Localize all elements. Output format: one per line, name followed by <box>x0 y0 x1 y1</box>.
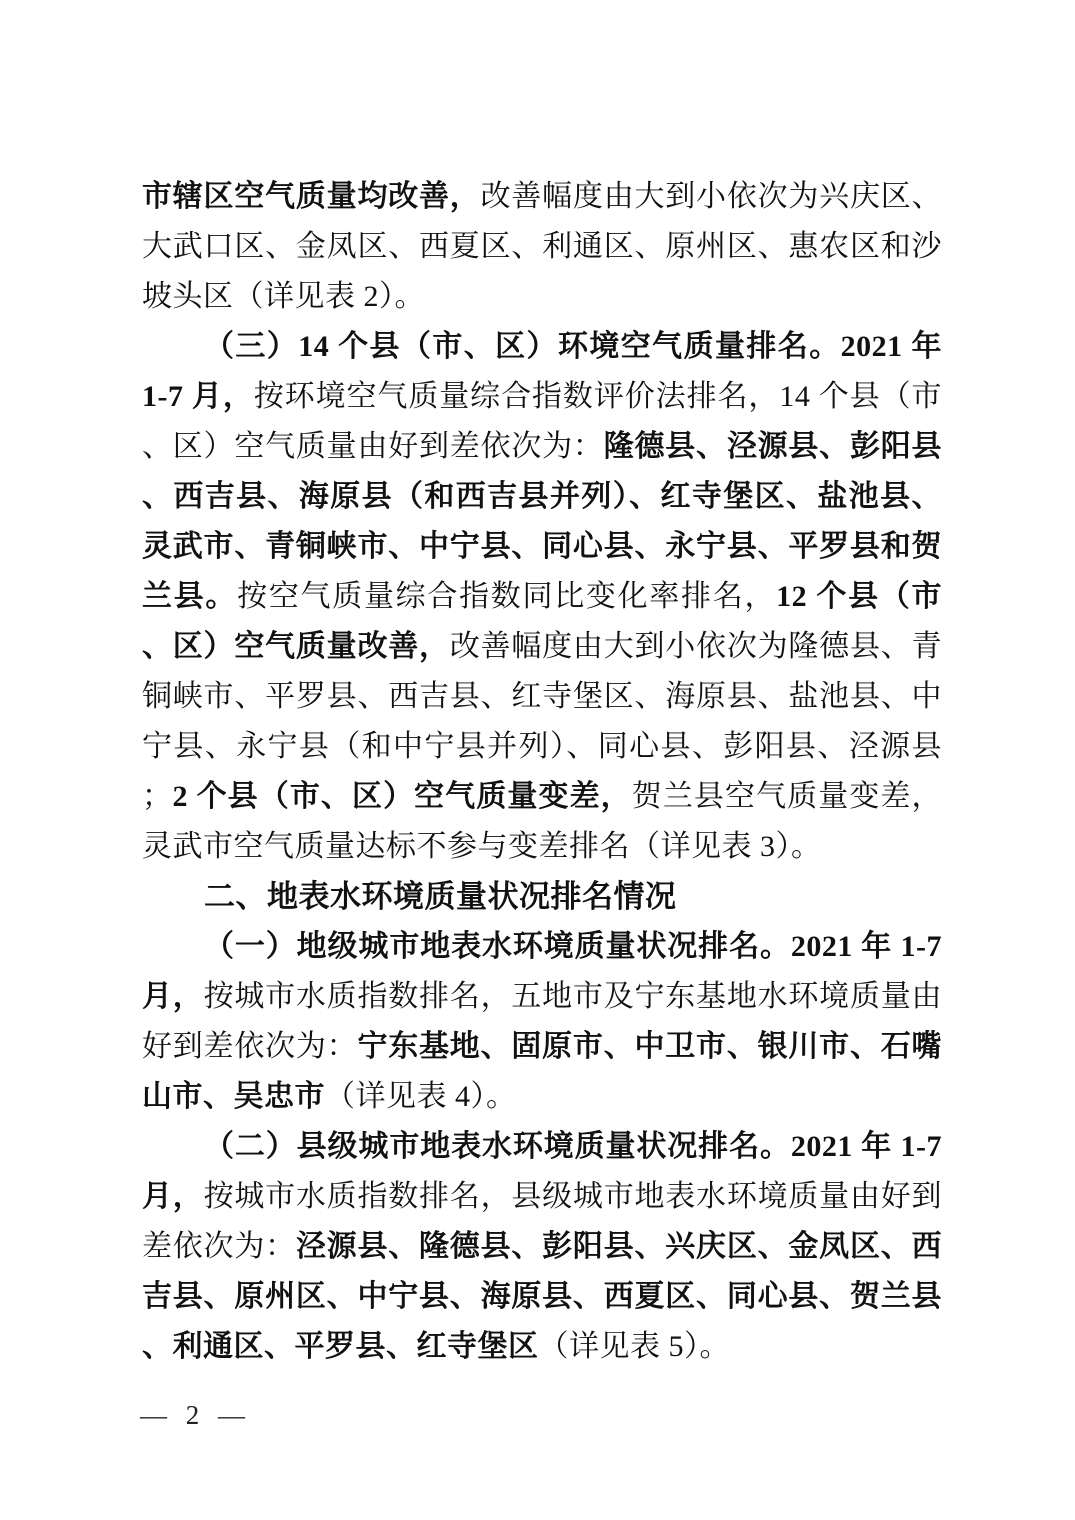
text-run: （二）县级城市地表水环境质量状况排名。2021 年 1-7 月， <box>142 1130 942 1213</box>
para-county-air-quality-ranking <box>142 322 942 872</box>
text-run: 按环境空气质量综合指数评价法排名，14 个县（市、区）空气质量由好到差依次为： <box>142 380 942 463</box>
heading-surface-water-ranking-section <box>142 872 942 922</box>
text-run: 12 个县（市、区）空气质量改善， <box>142 580 943 663</box>
text-run: 改善幅度由大到小依次为兴庆区、大武口区、金凤区、西夏区、利通区、原州区、惠农区和沙坡头区（详见表 2）。 <box>142 180 943 313</box>
text-run: 宁东基地、固原市、中卫市、银川市、石嘴山市、吴忠市 <box>142 1030 943 1113</box>
text-run: 贺兰县空气质量变差，灵武市空气质量达标不参与变差排名（详见表 3）。 <box>142 780 942 863</box>
text-run: 按城市水质指数排名，五地市及宁东基地水环境质量由好到差依次为： <box>142 980 943 1063</box>
text-run: 按空气质量综合指数同比变化率排名， <box>237 580 777 613</box>
text-run: 2 个县（市、区）空气质量变差， <box>172 780 632 813</box>
text-run: 泾源县、隆德县、彭阳县、兴庆区、金凤区、西吉县、原州区、中宁县、海原县、西夏区、同心县、贺兰县、利通区、平罗县、红寺堡区 <box>142 1230 943 1363</box>
text-run: （详见表 5）。 <box>538 1330 730 1363</box>
text-run: 按城市水质指数排名，县级城市地表水环境质量由好到差依次为： <box>142 1180 943 1263</box>
page-number: — 2 — <box>140 1400 251 1430</box>
text-run: 隆德县、泾源县、彭阳县、西吉县、海原县（和西吉县并列）、红寺堡区、盐池县、灵武市、青铜峡市、中宁县、同心县、永宁县、平罗县和贺兰县。 <box>142 430 943 613</box>
text-run: 市辖区空气质量均改善， <box>142 180 481 213</box>
text-run: （三）14 个县（市、区）环境空气质量排名。2021 年 1-7 月， <box>142 330 942 413</box>
para-municipal-air-quality-improvement <box>142 172 942 322</box>
para-county-city-water-ranking <box>142 1122 942 1372</box>
para-prefecture-city-water-ranking <box>142 922 942 1122</box>
text-run: （详见表 4）。 <box>325 1080 517 1113</box>
document-body <box>142 172 942 1372</box>
page-footer <box>140 1398 251 1432</box>
text-run: （一）地级城市地表水环境质量状况排名。2021 年 1-7 月， <box>142 930 942 1013</box>
text-run: 改善幅度由大到小依次为隆德县、青铜峡市、平罗县、西吉县、红寺堡区、海原县、盐池县、中宁县、永宁县（和中宁县并列）、同心县、彭阳县、泾源县； <box>142 630 943 813</box>
text-run: 二、地表水环境质量状况排名情况 <box>204 879 677 914</box>
